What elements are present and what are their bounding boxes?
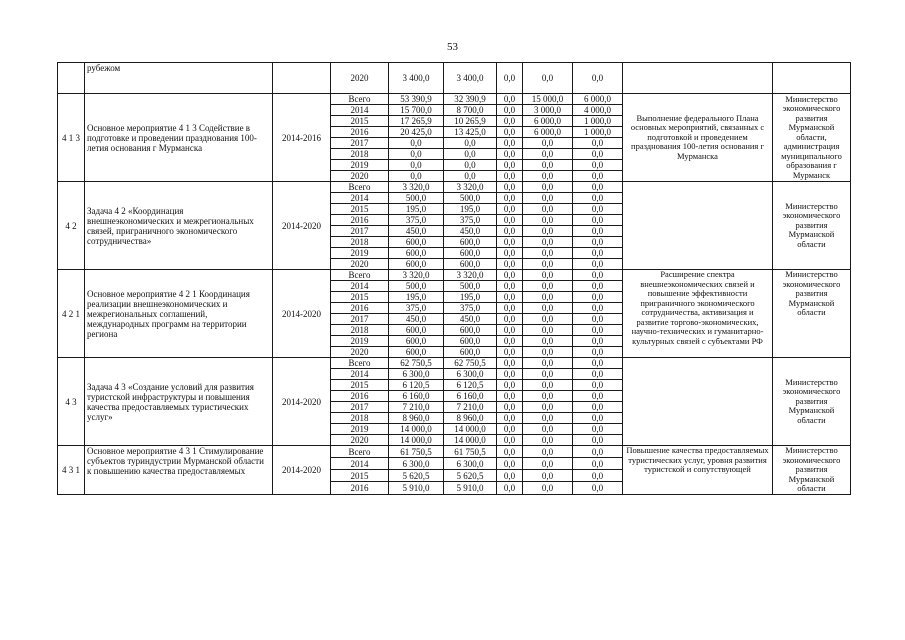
value-cell: 0,0 [497, 193, 523, 204]
value-cell: 0,0 [497, 149, 523, 160]
activity-name: Задача 4 2 «Координация внешнеэкономических и межрегиональных связей, приграничного экономического сотрудничества» [85, 182, 273, 270]
value-cell: 1 000,0 [573, 116, 623, 127]
value-cell: 0,0 [389, 160, 444, 171]
value-cell: 0,0 [497, 138, 523, 149]
value-cell: 6 300,0 [389, 458, 444, 470]
year-cell: 2018 [331, 237, 389, 248]
year-cell: 2017 [331, 226, 389, 237]
value-cell: 600,0 [444, 248, 497, 259]
value-cell: 0,0 [523, 292, 573, 303]
activity-code: 4 2 [58, 182, 85, 270]
value-cell: 0,0 [497, 424, 523, 435]
value-cell: 0,0 [523, 270, 573, 281]
responsible-party: Министерство экономического развития Мурманской области [773, 446, 851, 495]
value-cell: 375,0 [389, 215, 444, 226]
value-cell: 600,0 [444, 347, 497, 358]
value-cell: 500,0 [389, 281, 444, 292]
value-cell: 450,0 [389, 226, 444, 237]
value-cell: 600,0 [444, 237, 497, 248]
value-cell: 7 210,0 [444, 402, 497, 413]
year-cell: 2018 [331, 325, 389, 336]
responsible-party: Министерство экономического развития Мурманской области [773, 182, 851, 270]
year-cell: 2019 [331, 160, 389, 171]
value-cell: 0,0 [497, 458, 523, 470]
value-cell: 0,0 [573, 292, 623, 303]
year-cell: 2014 [331, 369, 389, 380]
value-cell: 600,0 [444, 336, 497, 347]
value-cell: 0,0 [523, 369, 573, 380]
year-cell: 2017 [331, 402, 389, 413]
value-cell: 0,0 [497, 160, 523, 171]
value-cell: 8 960,0 [389, 413, 444, 424]
value-cell: 600,0 [389, 237, 444, 248]
value-cell: 0,0 [523, 402, 573, 413]
value-cell: 0,0 [573, 215, 623, 226]
year-cell: 2020 [331, 171, 389, 182]
value-cell: 32 390,9 [444, 94, 497, 105]
value-cell: 0,0 [573, 237, 623, 248]
code-cell [58, 63, 85, 94]
value-cell: 61 750,5 [444, 446, 497, 458]
activity-name: Основное мероприятие 4 2 1 Координация реализации внешнеэкономических и межрегиональных соглашений, международных программ на территории региона [85, 270, 273, 358]
year-cell: 2019 [331, 336, 389, 347]
value-cell: 0,0 [573, 413, 623, 424]
activity-name: Основное мероприятие 4 1 3 Содействие в подготовке и проведении празднования 100-летия основания г Мурманска [85, 94, 273, 182]
activity-name: Основное мероприятие 4 3 1 Стимулирование субъектов туриндустрии Мурманской области к повышению качества предоставляемых [85, 446, 273, 495]
year-cell: 2014 [331, 458, 389, 470]
value-cell: 0,0 [523, 248, 573, 259]
value-cell: 0,0 [444, 171, 497, 182]
year-cell: 2020 [331, 259, 389, 270]
value-cell: 0,0 [523, 303, 573, 314]
value-cell: 0,0 [573, 435, 623, 446]
value-cell: 0,0 [573, 63, 623, 94]
value-cell: 195,0 [444, 204, 497, 215]
table-row [58, 358, 851, 369]
value-cell: 5 910,0 [389, 482, 444, 494]
value-cell: 0,0 [573, 182, 623, 193]
value-cell: 0,0 [497, 63, 523, 94]
value-cell: 15 000,0 [523, 94, 573, 105]
result-cell [623, 63, 773, 94]
responsible-party: Министерство экономического развития Мурманской области [773, 358, 851, 446]
value-cell: 15 700,0 [389, 105, 444, 116]
value-cell: 0,0 [523, 259, 573, 270]
value-cell: 7 210,0 [389, 402, 444, 413]
value-cell: 6 300,0 [444, 369, 497, 380]
value-cell: 6 300,0 [389, 369, 444, 380]
value-cell: 5 620,5 [389, 470, 444, 482]
year-cell: 2018 [331, 149, 389, 160]
value-cell: 375,0 [389, 303, 444, 314]
year-cell: 2016 [331, 303, 389, 314]
year-cell: Всего [331, 182, 389, 193]
value-cell: 0,0 [497, 380, 523, 391]
value-cell: 0,0 [523, 171, 573, 182]
value-cell: 6 160,0 [389, 391, 444, 402]
value-cell: 600,0 [389, 248, 444, 259]
year-cell: 2020 [331, 347, 389, 358]
year-cell: 2015 [331, 204, 389, 215]
value-cell: 0,0 [523, 182, 573, 193]
value-cell: 0,0 [523, 358, 573, 369]
year-cell: 2017 [331, 314, 389, 325]
value-cell: 0,0 [497, 292, 523, 303]
activity-code: 4 1 3 [58, 94, 85, 182]
value-cell: 0,0 [523, 314, 573, 325]
expected-result [623, 358, 773, 446]
value-cell: 0,0 [573, 314, 623, 325]
value-cell: 6 000,0 [523, 116, 573, 127]
value-cell: 3 400,0 [444, 63, 497, 94]
activity-period: 2014-2020 [273, 270, 331, 358]
value-cell: 3 320,0 [389, 182, 444, 193]
value-cell: 14 000,0 [444, 424, 497, 435]
value-cell: 0,0 [523, 149, 573, 160]
value-cell: 6 160,0 [444, 391, 497, 402]
year-cell: 2019 [331, 248, 389, 259]
value-cell: 0,0 [497, 470, 523, 482]
value-cell: 0,0 [497, 435, 523, 446]
value-cell: 0,0 [497, 248, 523, 259]
value-cell: 0,0 [497, 127, 523, 138]
value-cell: 195,0 [389, 204, 444, 215]
value-cell: 0,0 [573, 402, 623, 413]
value-cell: 0,0 [573, 270, 623, 281]
year-cell: Всего [331, 446, 389, 458]
value-cell: 0,0 [497, 314, 523, 325]
value-cell: 600,0 [444, 259, 497, 270]
value-cell: 0,0 [497, 259, 523, 270]
value-cell: 0,0 [497, 402, 523, 413]
value-cell: 0,0 [573, 193, 623, 204]
value-cell: 0,0 [389, 171, 444, 182]
value-cell: 0,0 [573, 226, 623, 237]
table-row [58, 63, 851, 94]
year-cell: 2014 [331, 105, 389, 116]
value-cell: 0,0 [497, 391, 523, 402]
value-cell: 3 320,0 [444, 270, 497, 281]
value-cell: 450,0 [389, 314, 444, 325]
value-cell: 5 620,5 [444, 470, 497, 482]
year-cell: 2016 [331, 215, 389, 226]
value-cell: 53 390,9 [389, 94, 444, 105]
value-cell: 6 000,0 [573, 94, 623, 105]
value-cell: 600,0 [389, 325, 444, 336]
value-cell: 0,0 [497, 105, 523, 116]
value-cell: 6 300,0 [444, 458, 497, 470]
value-cell: 0,0 [497, 347, 523, 358]
value-cell: 0,0 [444, 138, 497, 149]
value-cell: 0,0 [497, 325, 523, 336]
value-cell: 6 120,5 [389, 380, 444, 391]
value-cell: 0,0 [573, 369, 623, 380]
year-cell: 2015 [331, 116, 389, 127]
year-cell: Всего [331, 270, 389, 281]
activity-code: 4 3 1 [58, 446, 85, 495]
year-cell: 2016 [331, 391, 389, 402]
activity-period: 2014-2020 [273, 446, 331, 495]
year-cell: 2015 [331, 292, 389, 303]
year-cell: 2014 [331, 281, 389, 292]
value-cell: 0,0 [444, 149, 497, 160]
value-cell: 0,0 [497, 336, 523, 347]
value-cell: 0,0 [523, 204, 573, 215]
value-cell: 0,0 [497, 94, 523, 105]
value-cell: 14 000,0 [389, 424, 444, 435]
value-cell: 0,0 [523, 226, 573, 237]
value-cell: 0,0 [523, 336, 573, 347]
year-cell: 2019 [331, 424, 389, 435]
value-cell: 4 000,0 [573, 105, 623, 116]
value-cell: 0,0 [523, 281, 573, 292]
value-cell: 0,0 [523, 160, 573, 171]
value-cell: 600,0 [389, 336, 444, 347]
value-cell: 0,0 [523, 435, 573, 446]
value-cell: 8 700,0 [444, 105, 497, 116]
value-cell: 0,0 [444, 160, 497, 171]
value-cell: 62 750,5 [444, 358, 497, 369]
year-cell: Всего [331, 94, 389, 105]
page-number: 53 [447, 41, 458, 53]
value-cell: 0,0 [573, 281, 623, 292]
value-cell: 0,0 [573, 160, 623, 171]
value-cell: 0,0 [497, 237, 523, 248]
table-row [58, 94, 851, 105]
expected-result: Повышение качества предоставляемых туристических услуг, уровня развития туристской и сопутствующей [623, 446, 773, 495]
value-cell: 17 265,9 [389, 116, 444, 127]
budget-table [57, 62, 851, 495]
value-cell: 0,0 [497, 116, 523, 127]
value-cell: 0,0 [497, 369, 523, 380]
value-cell: 0,0 [523, 391, 573, 402]
value-cell: 0,0 [523, 424, 573, 435]
value-cell: 3 320,0 [444, 182, 497, 193]
value-cell: 0,0 [573, 347, 623, 358]
activity-code: 4 3 [58, 358, 85, 446]
value-cell: 0,0 [497, 215, 523, 226]
year-cell: 2016 [331, 127, 389, 138]
year-cell: 2016 [331, 482, 389, 494]
value-cell: 0,0 [497, 358, 523, 369]
value-cell: 0,0 [523, 347, 573, 358]
value-cell: 0,0 [573, 149, 623, 160]
value-cell: 6 000,0 [523, 127, 573, 138]
value-cell: 0,0 [389, 149, 444, 160]
value-cell: 3 000,0 [523, 105, 573, 116]
value-cell: 0,0 [573, 358, 623, 369]
value-cell: 5 910,0 [444, 482, 497, 494]
year-cell: 2015 [331, 470, 389, 482]
value-cell: 0,0 [523, 193, 573, 204]
value-cell: 61 750,5 [389, 446, 444, 458]
value-cell: 0,0 [573, 248, 623, 259]
value-cell: 0,0 [573, 138, 623, 149]
value-cell: 500,0 [389, 193, 444, 204]
value-cell: 0,0 [497, 226, 523, 237]
value-cell: 0,0 [573, 336, 623, 347]
value-cell: 0,0 [573, 446, 623, 458]
value-cell: 0,0 [573, 424, 623, 435]
responsible-cell [773, 63, 851, 94]
value-cell: 375,0 [444, 215, 497, 226]
value-cell: 0,0 [523, 413, 573, 424]
year-cell: 2020 [331, 63, 389, 94]
value-cell: 0,0 [497, 482, 523, 494]
activity-code: 4 2 1 [58, 270, 85, 358]
value-cell: 0,0 [523, 380, 573, 391]
value-cell: 195,0 [444, 292, 497, 303]
value-cell: 600,0 [389, 347, 444, 358]
value-cell: 195,0 [389, 292, 444, 303]
responsible-party: Министерство экономического развития Мурманской области [773, 270, 851, 358]
value-cell: 62 750,5 [389, 358, 444, 369]
value-cell: 450,0 [444, 314, 497, 325]
value-cell: 3 320,0 [389, 270, 444, 281]
value-cell: 0,0 [497, 270, 523, 281]
value-cell: 0,0 [523, 482, 573, 494]
value-cell: 0,0 [497, 182, 523, 193]
value-cell: 0,0 [523, 215, 573, 226]
year-cell: 2020 [331, 435, 389, 446]
value-cell: 600,0 [389, 259, 444, 270]
table-row [58, 270, 851, 281]
value-cell: 0,0 [573, 380, 623, 391]
value-cell: 13 425,0 [444, 127, 497, 138]
year-cell: Всего [331, 358, 389, 369]
value-cell: 0,0 [497, 204, 523, 215]
value-cell: 0,0 [573, 259, 623, 270]
activity-period: 2014-2020 [273, 182, 331, 270]
year-cell: 2014 [331, 193, 389, 204]
value-cell: 20 425,0 [389, 127, 444, 138]
period-cell [273, 63, 331, 94]
responsible-party: Министерство экономического развития Мурманской области, администрация муниципального образования г Мурманск [773, 94, 851, 182]
value-cell: 500,0 [444, 193, 497, 204]
value-cell: 0,0 [497, 413, 523, 424]
value-cell: 0,0 [497, 303, 523, 314]
value-cell: 0,0 [523, 138, 573, 149]
value-cell: 0,0 [497, 171, 523, 182]
value-cell: 450,0 [444, 226, 497, 237]
value-cell: 375,0 [444, 303, 497, 314]
table-row [58, 182, 851, 193]
expected-result: Выполнение федерального Плана основных мероприятий, связанных с подготовкой и проведением празднования 100-летия основания г Мурманска [623, 94, 773, 182]
value-cell: 8 960,0 [444, 413, 497, 424]
value-cell: 0,0 [389, 138, 444, 149]
year-cell: 2017 [331, 138, 389, 149]
year-cell: 2015 [331, 380, 389, 391]
expected-result [623, 182, 773, 270]
value-cell: 0,0 [573, 325, 623, 336]
value-cell: 0,0 [573, 482, 623, 494]
expected-result: Расширение спектра внешнеэкономических связей и повышение эффективности приграничного экономического сотрудничества, активизация и развитие торгово-экономических, научно-технических и гуманитарно-культурных связей с субъектами РФ [623, 270, 773, 358]
table-row [58, 446, 851, 458]
value-cell: 14 000,0 [444, 435, 497, 446]
value-cell: 0,0 [523, 237, 573, 248]
activity-period: 2014-2020 [273, 358, 331, 446]
value-cell: 0,0 [573, 171, 623, 182]
value-cell: 0,0 [523, 458, 573, 470]
value-cell: 0,0 [573, 204, 623, 215]
value-cell: 0,0 [523, 325, 573, 336]
value-cell: 14 000,0 [389, 435, 444, 446]
value-cell: 3 400,0 [389, 63, 444, 94]
value-cell: 6 120,5 [444, 380, 497, 391]
activity-name: рубежом [85, 63, 273, 94]
value-cell: 0,0 [523, 63, 573, 94]
value-cell: 1 000,0 [573, 127, 623, 138]
value-cell: 0,0 [497, 281, 523, 292]
value-cell: 500,0 [444, 281, 497, 292]
value-cell: 0,0 [573, 303, 623, 314]
value-cell: 10 265,9 [444, 116, 497, 127]
activity-name: Задача 4 3 «Создание условий для развития туристской инфраструктуры и повышения качества предоставляемых туристических услуг» [85, 358, 273, 446]
value-cell: 0,0 [573, 470, 623, 482]
year-cell: 2018 [331, 413, 389, 424]
value-cell: 0,0 [523, 446, 573, 458]
value-cell: 0,0 [497, 446, 523, 458]
value-cell: 0,0 [523, 470, 573, 482]
value-cell: 600,0 [444, 325, 497, 336]
value-cell: 0,0 [573, 391, 623, 402]
value-cell: 0,0 [573, 458, 623, 470]
activity-period: 2014-2016 [273, 94, 331, 182]
